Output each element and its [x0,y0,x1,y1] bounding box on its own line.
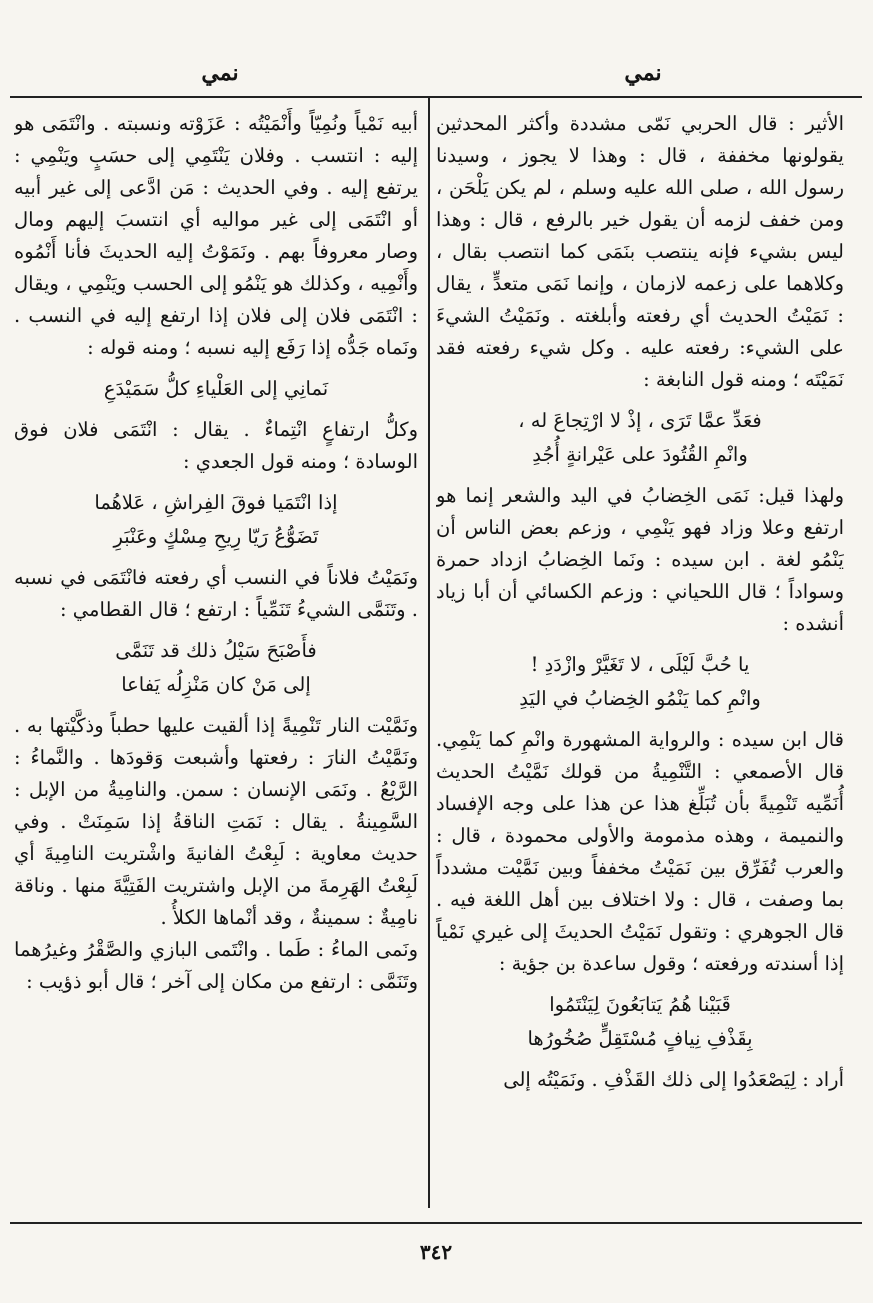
verse-line: بِقَذْفِ نِيافٍ مُسْتَقِلٍّ صُخُورُها [527,1027,753,1050]
running-header-right: نمي [624,60,662,86]
verse-line: فعَدِّ عمَّا تَرَى ، إذْ لا ارْتِجاعَ له ، [518,409,762,432]
right-column [436,108,844,1208]
verse-line: قَبَيْنا هُمُ يَتابَعُونَ لِيَنْتَمُوا [549,993,731,1016]
page-number: ٣٤٢ [419,1240,453,1264]
verse [14,634,418,702]
verse [436,404,844,472]
bottom-rule [10,1222,862,1224]
paragraph: ونَمَيْتُ فلاناً في النسب أي رفعته فانْتَمَى في نسبه . وتَنَمَّى الشيءُ تَنَمِّياً : ارتفع ؛ قال القطامي : [14,566,418,621]
verse [14,372,418,406]
verse-line: تَضَوُّعُ رَيّا رِيحِ مِسْكٍ وعَنْبَرِ [113,525,319,548]
paragraph: أراد : لِيَصْعَدُوا إلى ذلك القَذْفِ . ونَمَيْتُه إلى [503,1068,844,1091]
verse [436,988,844,1056]
verse-line: وانْمِ كما يَنْمُو الخِضابُ في اليَدِ [519,687,761,710]
paragraph: وكلُّ ارتفاعٍ انْتِماءٌ . يقال : انْتَمَى فلان فوق الوسادة ؛ ومنه قول الجعدي : [14,418,418,473]
verse [14,486,418,554]
verse-line: وانْمِ القُتُودَ على عَيْرانةٍ أُجُدِ [532,443,748,466]
verse-line: يا حُبَّ لَيْلَى ، لا تَغَيَّرْ وازْدَدِ ! [530,653,750,676]
paragraph: ونَمَّيْت النار تَنْمِيةً إذا ألقيت عليها حطباً وذكَّيْتها به . ونَمَّيْتُ النارَ : رفعتها وأشبعت وَقودَها . والنَّماءُ : الرَّيْعُ . ونَمَى الإنسان : سمن. والنامِيةُ من الإبل : السَّمِينةُ . يقال : نَمَتِ الناقةُ إذا سَمِنَتْ . وفي حديث معاوية : لَبِعْتُ الفانيةَ واشْتريت النامِيةَ أي لَبِعْتُ الهَرِمةَ من الإبل واشتريت الفَتِيَّةَ منها . وناقة نامِيةٌ : سمينةٌ ، وقد أنْماها الكلأُ . [14,714,418,929]
paragraph: ونَمى الماءُ : طَما . وانْتَمى البازي والصَّقْرُ وغيرُهما وتَنَمَّى : ارتفع من مكان إلى آخر ؛ قال أبو ذؤيب : [14,938,418,993]
left-column [14,108,418,1208]
verse-line: إذا انْتَمَيا فوقَ الفِراشِ ، عَلاهُما [94,491,338,514]
paragraph: قال ابن سيده : والرواية المشهورة وانْمِ كما يَنْمِي. قال الأصمعي : التَّنْمِيةُ من قولك نَمَّيْتُ الحديث أُنَمِّيه تَنْمِيةً بأن تُبَلِّغ هذا عن هذا على وجه الإفساد والنميمة ، وهذه مذمومة والأولى محمودة ، قال : والعرب تُفَرِّق بين نَمَيْتُ مخففاً وبين نَمَّيْت مشدداً بما وصفت ، قال : ولا اختلاف بين أهل اللغة فيه . قال الجوهري : وتقول نَمَيْتُ الحديثَ إلى غيري نَمْياً إذا أسندته ورفعته ؛ وقول ساعدة بن جؤية : [436,728,844,975]
paragraph: أبيه نَمْياً ونُمِيّاً وأَنْمَيْتُه : عَزَوْته ونسبته . وانْتَمَى هو إليه : انتسب . وفلان يَنْتَمِي إلى حسَبٍ ويَنْمِي : يرتفع إليه . وفي الحديث : مَن ادَّعى إلى غير أبيه أو انْتَمَى إلى غير مواليه أي انتسبَ إليهم ومال وصار معروفاً بهم . ونَمَوْتُ إليه الحديثَ فأنا أَنْمُوه وأَنْمِيه ، وكذلك هو يَنْمُو إلى الحسب ويَنْمِي ، ويقال : انْتَمَى فلان إلى فلان إذا ارتفع إليه في النسب . ونَماه جَدُّه إذا رَفَع إليه نسبه ؛ ومنه قوله : [14,112,418,359]
running-header-left: نمي [201,60,239,86]
verse [436,648,844,716]
verse-line: فأَصْبَحَ سَيْلُ ذلك قد تَنَمَّى [115,639,317,662]
paragraph: ولهذا قيل: نَمَى الخِضابُ في اليد والشعر إنما هو ارتفع وعلا وزاد فهو يَنْمِي ، وزعم بعض الناس أن يَنْمُو لغة . ابن سيده : ونَما الخِضابُ ازداد حمرة وسواداً ؛ قال اللحياني : وزعم الكسائي أن أبا زياد أنشده : [436,484,844,635]
verse-line: نَمانِي إلى العَلْياءِ كلُّ سَمَيْدَعِ [103,377,329,400]
verse-line: إلى مَنْ كان مَنْزِلُه يَفاعا [121,673,311,696]
column-divider [428,98,430,1208]
paragraph: الأثير : قال الحربي نَمّى مشددة وأكثر المحدثين يقولونها مخففة ، قال : وهذا لا يجوز ، وسيدنا رسول الله ، صلى الله عليه وسلم ، لم يكن يَلْحَن ، ومن خفف لزمه أن يقول خير بالرفع ، قال : وهذا ليس بشيء فإنه ينتصب بنَمَى كما انتصب بقال ، وكلاهما على زعمه لازمان ، وإنما نَمَى متعدٍّ ، يقال : نَمَيْتُ الحديث أي رفعته وأبلغته . ونَمَيْتُ الشيءَ على الشيء: رفعته عليه . وكل شيء رفعته فقد نَمَيْتَه ؛ ومنه قول النابغة : [436,112,844,391]
top-rule [10,96,862,98]
